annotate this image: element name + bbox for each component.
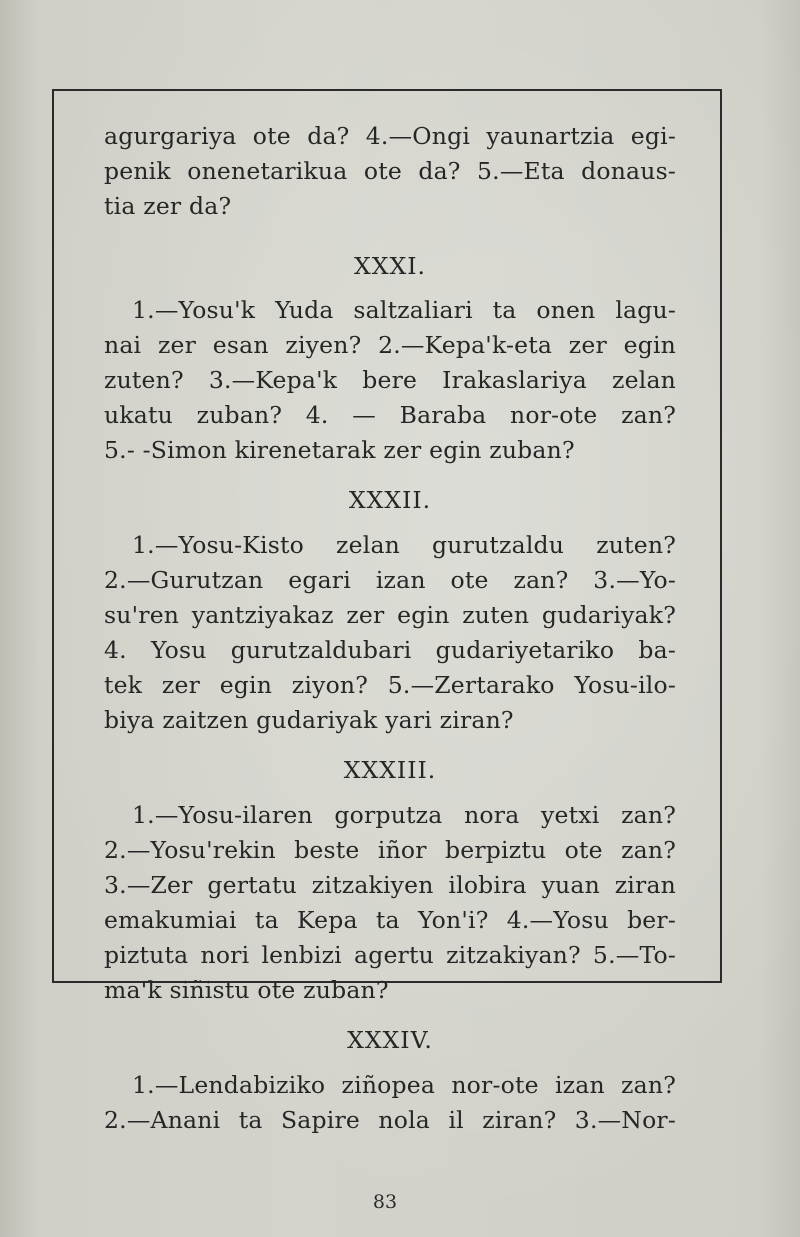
text-line: biya zaitzen gudariyak yari ziran? <box>104 706 514 734</box>
text-line: 2.—Anani ta Sapire nola il ziran? 3.—Nor- <box>104 1106 676 1134</box>
section-heading-xxxi: XXXI. <box>354 252 426 280</box>
page-text <box>104 119 676 1138</box>
text-line: piztuta nori lenbizi agertu zitzakiyan? 5.—To- <box>104 941 676 969</box>
text-line: 2.—Yosu'rekin beste iñor berpiztu ote zan? <box>104 836 676 864</box>
text-line: 2.—Gurutzan egari izan ote zan? 3.—Yo- <box>104 566 676 594</box>
text-line: ukatu zuban? 4. — Baraba nor-ote zan? <box>104 401 676 429</box>
section-heading-xxxiv: XXXIV. <box>347 1026 433 1054</box>
text-line: 3.—Zer gertatu zitzakiyen ilobira yuan ziran <box>104 871 676 899</box>
text-line: nai zer esan ziyen? 2.—Kepa'k-eta zer egin <box>104 331 676 359</box>
text-line: su'ren yantziyakaz zer egin zuten gudariyak? <box>104 601 676 629</box>
text-line: 1.—Yosu-Kisto zelan gurutzaldu zuten? <box>132 531 676 559</box>
text-line: tia zer da? <box>104 192 232 220</box>
text-line: 5.- -Simon kirenetarak zer egin zuban? <box>104 436 575 464</box>
text-line: agurgariya ote da? 4.—Ongi yaunartzia egi- <box>104 122 676 150</box>
text-line: 1.—Lendabiziko ziñopea nor-ote izan zan? <box>132 1071 676 1099</box>
text-line: emakumiai ta Kepa ta Yon'i? 4.—Yosu ber- <box>104 906 676 934</box>
text-line: zuten? 3.—Kepa'k bere Irakaslariya zelan <box>104 366 676 394</box>
text-line: 4. Yosu gurutzaldubari gudariyetariko ba- <box>104 636 676 664</box>
page-number: 83 <box>372 1191 398 1213</box>
section-heading-xxxii: XXXII. <box>348 486 432 514</box>
text-line: ma'k siñistu ote zuban? <box>104 976 389 1004</box>
text-line: 1.—Yosu-ilaren gorputza nora yetxi zan? <box>132 801 676 829</box>
text-line: 1.—Yosu'k Yuda saltzaliari ta onen lagu- <box>132 296 676 324</box>
section-heading-xxxiii: XXXIII. <box>343 756 437 784</box>
text-line: tek zer egin ziyon? 5.—Zertarako Yosu-ilo- <box>104 671 676 699</box>
text-line: penik onenetarikua ote da? 5.—Eta donaus- <box>104 157 676 185</box>
